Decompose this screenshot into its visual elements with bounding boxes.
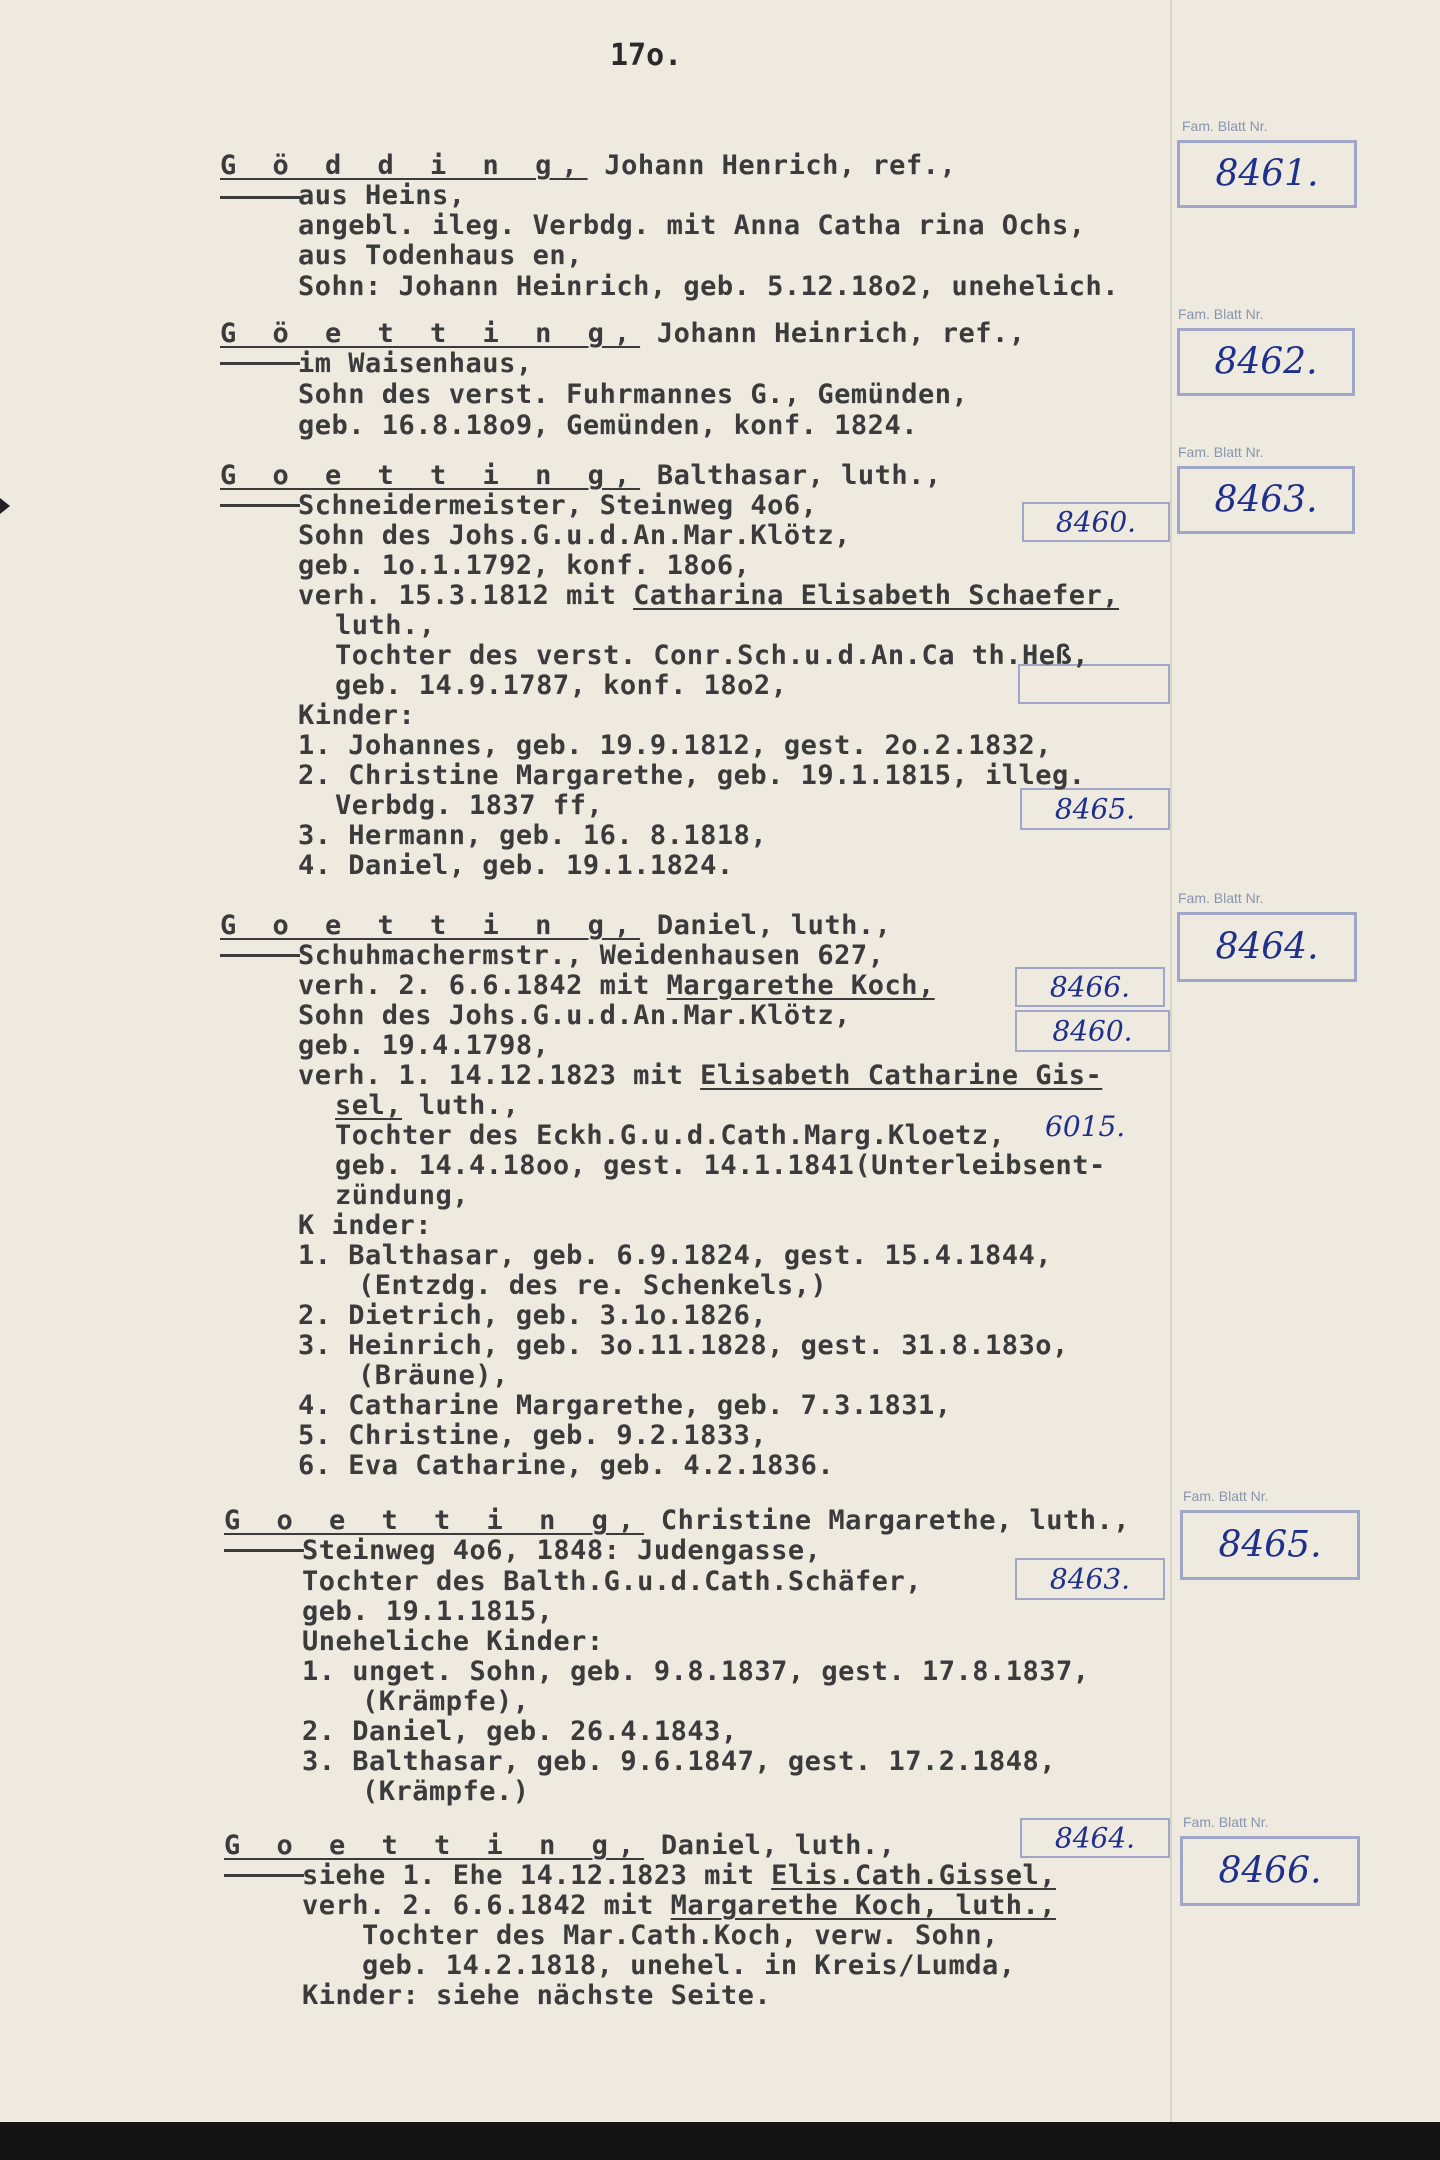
- entry-line: 4. Daniel, geb. 19.1.1824.: [298, 850, 734, 881]
- fam-blatt-label: Fam. Blatt Nr.: [1183, 1488, 1269, 1504]
- entry-line: geb. 16.8.18o9, Gemünden, konf. 1824.: [298, 410, 918, 441]
- reference-box: 8464.: [1020, 1818, 1170, 1858]
- entry-heading: G o e t t i n g, Balthasar, luth.,: [220, 460, 942, 491]
- margin-rule: [1170, 0, 1172, 2122]
- entry-line: im Waisenhaus,: [298, 348, 533, 379]
- entry-line: 1. Balthasar, geb. 6.9.1824, gest. 15.4.1844,: [298, 1240, 1052, 1271]
- reference-box: 8466.: [1015, 967, 1165, 1007]
- entry-line: geb. 1o.1.1792, konf. 18o6,: [298, 550, 751, 581]
- entry-line: 2. Christine Margarethe, geb. 19.1.1815, illeg.: [298, 760, 1086, 791]
- entry-line: Tochter des Mar.Cath.Koch, verw. Sohn,: [362, 1920, 999, 1951]
- entry-line: geb. 19.1.1815,: [302, 1596, 554, 1627]
- heading-rule: [224, 1549, 304, 1552]
- reference-box: 8460.: [1015, 1010, 1170, 1052]
- entry-line: geb. 14.4.18oo, gest. 14.1.1841(Unterleibsent-: [335, 1150, 1106, 1181]
- entry-line: Sohn: Johann Heinrich, geb. 5.12.18o2, unehelich.: [298, 271, 1120, 302]
- entry-line: Tochter des Balth.G.u.d.Cath.Schäfer,: [302, 1566, 922, 1597]
- entry-line: (Krämpfe.): [362, 1776, 530, 1807]
- fam-blatt-box: 8464.: [1177, 912, 1357, 982]
- heading-rule: [220, 954, 300, 957]
- entry-line: zündung,: [335, 1180, 470, 1211]
- heading-rule: [220, 362, 300, 365]
- entry-line: siehe 1. Ehe 14.12.1823 mit Elis.Cath.Gissel,: [302, 1860, 1056, 1891]
- heading-rule: [220, 196, 300, 199]
- entry-line: aus Todenhaus en,: [298, 240, 583, 271]
- entry-line: Kinder:: [298, 700, 416, 731]
- fam-blatt-label: Fam. Blatt Nr.: [1178, 444, 1264, 460]
- entry-line: 3. Hermann, geb. 16. 8.1818,: [298, 820, 768, 851]
- reference-box: 8460.: [1022, 502, 1170, 542]
- entry-line: verh. 15.3.1812 mit Catharina Elisabeth Schaefer,: [298, 580, 1120, 611]
- fam-blatt-label: Fam. Blatt Nr.: [1178, 306, 1264, 322]
- entry-line: (Krämpfe),: [362, 1686, 530, 1717]
- reference-box: 8465.: [1020, 788, 1170, 830]
- entry-heading: G ö d d i n g, Johann Henrich, ref.,: [220, 150, 957, 181]
- entry-line: Sohn des verst. Fuhrmannes G., Gemünden,: [298, 379, 969, 410]
- entry-line: verh. 2. 6.6.1842 mit Margarethe Koch, luth.,: [302, 1890, 1056, 1921]
- entry-line: (Bräune),: [358, 1360, 509, 1391]
- entry-line: Schuhmachermstr., Weidenhausen 627,: [298, 940, 885, 971]
- entry-line: sel, luth.,: [335, 1090, 520, 1121]
- page-edge-marker: [0, 498, 10, 514]
- entry-line: Verbdg. 1837 ff,: [335, 790, 604, 821]
- fam-blatt-box: 8465.: [1180, 1510, 1360, 1580]
- entry-line: Schneidermeister, Steinweg 4o6,: [298, 490, 818, 521]
- entry-line: 2. Dietrich, geb. 3.1o.1826,: [298, 1300, 768, 1331]
- heading-rule: [224, 1874, 304, 1877]
- heading-rule: [220, 504, 300, 507]
- entry-line: Tochter des Eckh.G.u.d.Cath.Marg.Kloetz,: [335, 1120, 1006, 1151]
- entry-line: Steinweg 4o6, 1848: Judengasse,: [302, 1535, 822, 1566]
- entry-line: verh. 2. 6.6.1842 mit Margarethe Koch,: [298, 970, 935, 1001]
- entry-line: 1. Johannes, geb. 19.9.1812, gest. 2o.2.1832,: [298, 730, 1052, 761]
- fam-blatt-box: 8463.: [1177, 466, 1355, 534]
- entry-line: Kinder: siehe nächste Seite.: [302, 1980, 772, 2011]
- entry-line: 3. Heinrich, geb. 3o.11.1828, gest. 31.8.183o,: [298, 1330, 1069, 1361]
- entry-line: Sohn des Johs.G.u.d.An.Mar.Klötz,: [298, 1000, 851, 1031]
- entry-line: Sohn des Johs.G.u.d.An.Mar.Klötz,: [298, 520, 851, 551]
- entry-line: angebl. ileg. Verbdg. mit Anna Catha rina Ochs,: [298, 210, 1086, 241]
- handwritten-reference: 6015.: [1045, 1110, 1126, 1143]
- entry-line: (Entzdg. des re. Schenkels,): [358, 1270, 828, 1301]
- fam-blatt-box: 8462.: [1177, 328, 1355, 396]
- entry-line: 1. unget. Sohn, geb. 9.8.1837, gest. 17.8.1837,: [302, 1656, 1090, 1687]
- fam-blatt-box: 8466.: [1180, 1836, 1360, 1906]
- entry-line: Tochter des verst. Conr.Sch.u.d.An.Ca th.Heß,: [335, 640, 1089, 671]
- entry-heading: G ö e t t i n g, Johann Heinrich, ref.,: [220, 318, 1026, 349]
- entry-line: geb. 14.9.1787, konf. 18o2,: [335, 670, 788, 701]
- entry-line: luth.,: [335, 610, 436, 641]
- fam-blatt-label: Fam. Blatt Nr.: [1178, 890, 1264, 906]
- entry-line: 3. Balthasar, geb. 9.6.1847, gest. 17.2.1848,: [302, 1746, 1056, 1777]
- entry-line: Uneheliche Kinder:: [302, 1626, 604, 1657]
- entry-heading: G o e t t i n g, Daniel, luth.,: [220, 910, 892, 941]
- entry-line: geb. 14.2.1818, unehel. in Kreis/Lumda,: [362, 1950, 1016, 1981]
- entry-line: 5. Christine, geb. 9.2.1833,: [298, 1420, 768, 1451]
- entry-line: 2. Daniel, geb. 26.4.1843,: [302, 1716, 738, 1747]
- fam-blatt-label: Fam. Blatt Nr.: [1182, 118, 1268, 134]
- entry-line: aus Heins,: [298, 180, 466, 211]
- page-number: 17o.: [610, 38, 683, 73]
- entry-line: 6. Eva Catharine, geb. 4.2.1836.: [298, 1450, 835, 1481]
- reference-box: 8463.: [1015, 1558, 1165, 1600]
- entry-line: K inder:: [298, 1210, 433, 1241]
- fam-blatt-box: 8461.: [1177, 140, 1357, 208]
- entry-line: geb. 19.4.1798,: [298, 1030, 550, 1061]
- fam-blatt-label: Fam. Blatt Nr.: [1183, 1814, 1269, 1830]
- entry-heading: G o e t t i n g, Daniel, luth.,: [224, 1830, 896, 1861]
- scan-bottom-edge: [0, 2122, 1440, 2160]
- entry-line: verh. 1. 14.12.1823 mit Elisabeth Catharine Gis-: [298, 1060, 1103, 1091]
- entry-heading: G o e t t i n g, Christine Margarethe, luth.,: [224, 1505, 1130, 1536]
- entry-line: 4. Catharine Margarethe, geb. 7.3.1831,: [298, 1390, 952, 1421]
